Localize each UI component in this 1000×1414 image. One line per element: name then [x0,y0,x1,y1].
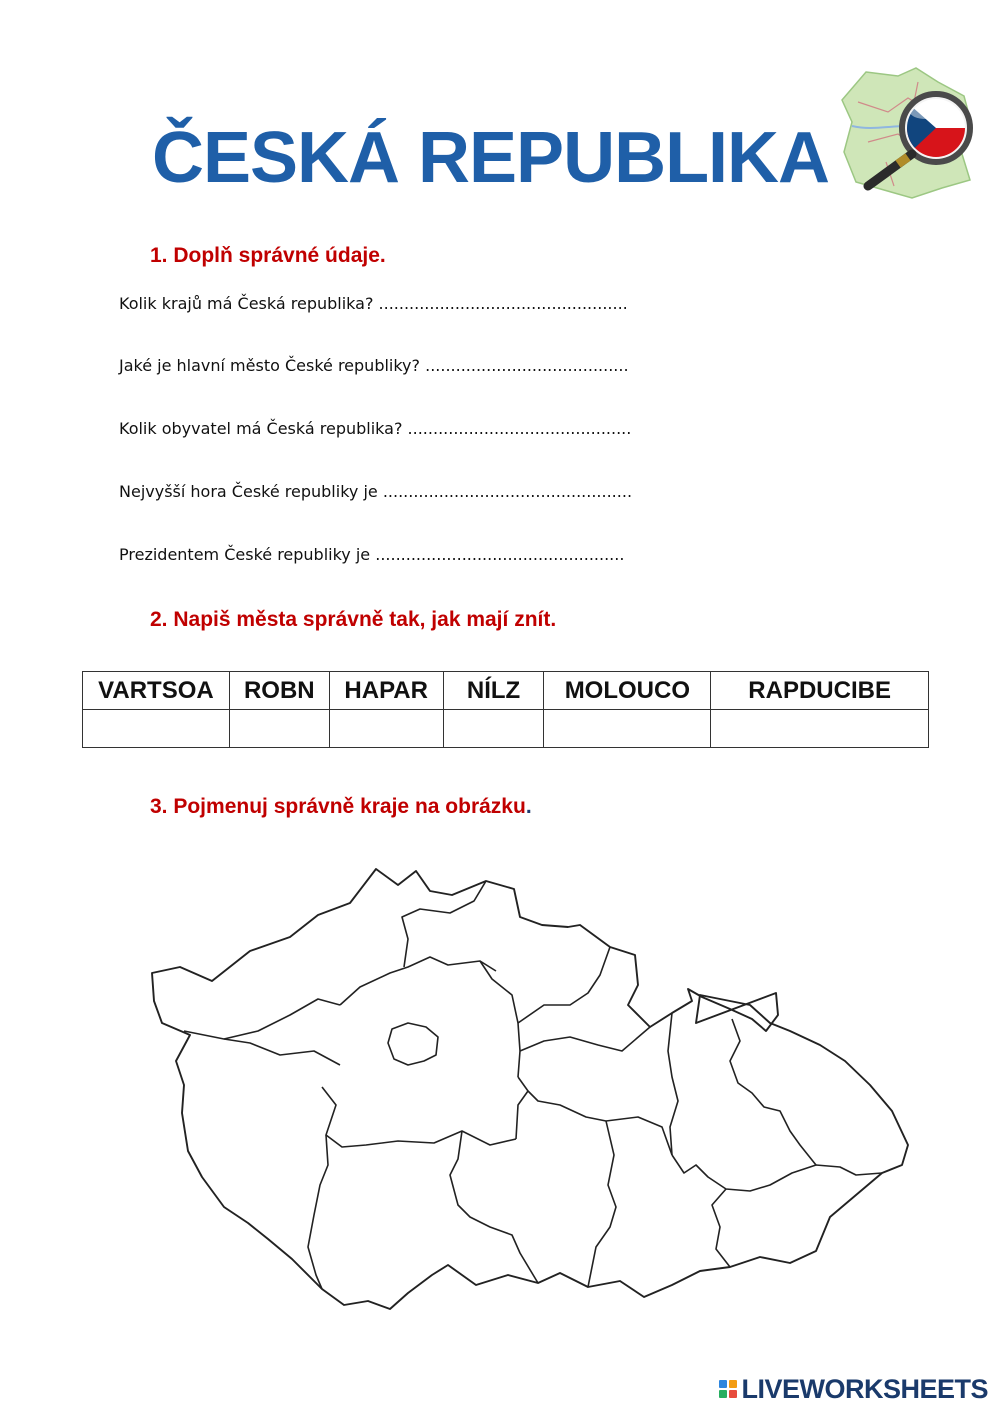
region-border [518,1077,672,1155]
question-regions: Kolik krajů má Česká republika? ................................................. [119,294,628,313]
region-border [340,957,496,1005]
region-border [730,1019,816,1165]
anagram-word: HAPAR [329,672,443,710]
region-border [520,1027,650,1051]
section2-heading: 2. Napiš města správně tak, jak mají znít. [150,608,557,631]
czech-regions-map [140,855,920,1320]
anagram-word: VARTSOA [83,672,230,710]
answer-cell[interactable] [711,710,929,748]
anagram-row [83,672,929,710]
anagram-word: RAPDUCIBE [711,672,929,710]
anagram-word: ROBN [229,672,329,710]
region-border [450,1131,538,1283]
section3-heading [150,795,532,819]
brand-name: LIVEWORKSHEETS [741,1373,988,1404]
anagram-word: NÍLZ [443,672,544,710]
anagram-word: MOLOUCO [544,672,711,710]
region-border [518,947,610,1023]
prague-border [388,1023,438,1065]
answer-cell[interactable] [83,710,230,748]
region-border [224,1039,340,1065]
region-border [322,1087,516,1147]
czech-map-magnifier-icon [838,62,978,202]
anagram-table [82,671,929,748]
region-border [184,999,340,1039]
answer-cell[interactable] [329,710,443,748]
answer-cell[interactable] [544,710,711,748]
page-title: ČESKÁ REPUBLIKA [152,118,830,198]
section1-heading: 1. Doplň správné údaje. [150,244,386,267]
section3-heading-text: 3. Pojmenuj správně kraje na obrázku [150,795,526,818]
region-border [668,1013,678,1155]
section3-heading-period: . [525,795,532,818]
region-border [672,1155,882,1191]
question-highest-mountain: Nejvyšší hora České republiky je ................................................. [119,482,633,501]
question-population: Kolik obyvatel má Česká republika? ............................................ [119,419,632,438]
question-capital: Jaké je hlavní město České republiky? ........................................ [119,356,629,375]
country-border [152,869,908,1309]
footer-brand [719,1374,988,1404]
answer-cell[interactable] [443,710,544,748]
region-border [516,1091,528,1139]
answer-cell[interactable] [229,710,329,748]
region-border [712,1189,730,1267]
answer-row [83,710,929,748]
liveworksheets-logo-icon [719,1380,737,1398]
region-border [308,1135,328,1289]
question-president: Prezidentem České republiky je ................................................. [119,545,625,564]
region-border [480,961,520,1077]
region-border [588,1121,616,1287]
